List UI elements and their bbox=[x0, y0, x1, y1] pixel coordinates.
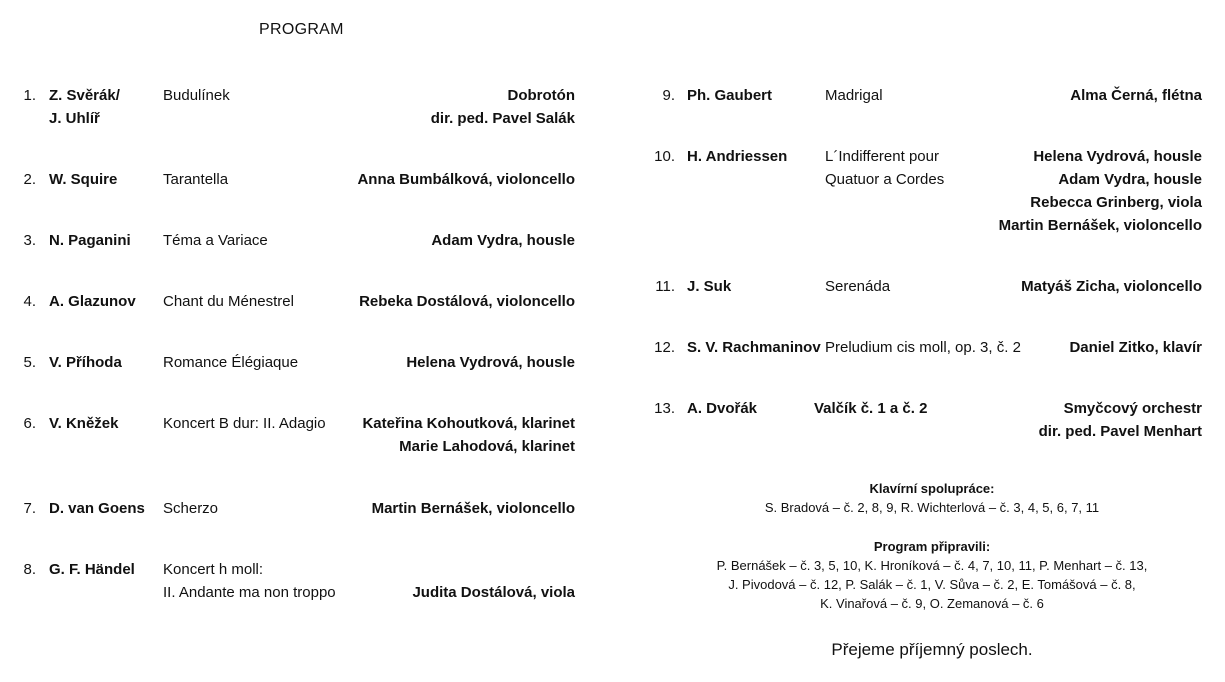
program-title: PROGRAM bbox=[259, 21, 344, 38]
prepared-line: P. Bernášek – č. 3, 5, 10, K. Hroníková – č. 4, 7, 10, 11, P. Menhart – č. 13, bbox=[716, 558, 1148, 573]
performers: Smyčcový orchestr dir. ped. Pavel Menhart bbox=[1038, 400, 1202, 440]
work-title: Scherzo bbox=[163, 500, 219, 517]
prepared-line: J. Pivodová – č. 12, P. Salák – č. 1, V. Sůva – č. 2, E. Tomášová – č. 8, bbox=[728, 577, 1136, 592]
performers: Alma Černá, flétna bbox=[1070, 87, 1202, 104]
performers: Dobrotón dir. ped. Pavel Salák bbox=[430, 87, 575, 127]
work-title: Téma a Variace bbox=[163, 232, 268, 249]
composer: W. Squire bbox=[49, 171, 118, 188]
closing-message: Přejeme příjemný poslech. bbox=[831, 640, 1033, 659]
work-title: Valčík č. 1 a č. 2 bbox=[814, 400, 928, 417]
performers: Martin Bernášek, violoncello bbox=[371, 500, 575, 517]
composer: S. V. Rachmaninov bbox=[687, 339, 821, 356]
composer: H. Andriessen bbox=[687, 148, 788, 165]
work-title: Tarantella bbox=[163, 171, 229, 188]
prepared-by bbox=[690, 537, 1174, 613]
composer: A. Glazunov bbox=[49, 293, 136, 310]
composer: A. Dvořák bbox=[687, 400, 758, 417]
performers: Helena Vydrová, housle bbox=[406, 354, 575, 371]
composer: D. van Goens bbox=[49, 500, 145, 517]
item-number: 9. bbox=[662, 87, 675, 104]
composer: J. Suk bbox=[687, 278, 732, 295]
work-title: Preludium cis moll, op. 3, č. 2 bbox=[825, 339, 1021, 356]
work-title: Koncert h moll: II. Andante ma non troppo bbox=[163, 561, 336, 601]
piano-heading: Klavírní spolupráce: bbox=[869, 481, 995, 496]
piano-line: S. Bradová – č. 2, 8, 9, R. Wichterlová – č. 3, 4, 5, 6, 7, 11 bbox=[764, 500, 1100, 515]
item-number: 11. bbox=[655, 278, 675, 295]
performers: Kateřina Kohoutková, klarinet Marie Lahodová, klarinet bbox=[362, 415, 575, 455]
performers: Helena Vydrová, housle Adam Vydra, housle Rebecca Grinberg, viola Martin Bernášek, violoncello bbox=[998, 148, 1202, 234]
composer: N. Paganini bbox=[49, 232, 131, 249]
item-number: 8. bbox=[23, 561, 36, 578]
composer: G. F. Händel bbox=[49, 561, 135, 578]
prepared-line: K. Vinařová – č. 9, O. Zemanová – č. 6 bbox=[820, 596, 1044, 611]
piano-accompaniment bbox=[690, 479, 1174, 517]
work-title: Madrigal bbox=[825, 87, 883, 104]
work-title: Romance Élégiaque bbox=[163, 354, 299, 371]
work-title: Koncert B dur: II. Adagio bbox=[163, 415, 326, 432]
work-title: Chant du Ménestrel bbox=[163, 293, 294, 310]
composer: Z. Svěrák/ J. Uhlíř bbox=[49, 87, 120, 127]
item-number: 10. bbox=[654, 148, 675, 165]
item-number: 4. bbox=[23, 293, 36, 310]
performers: Adam Vydra, housle bbox=[431, 232, 575, 249]
performers: Daniel Zitko, klavír bbox=[1069, 339, 1202, 356]
performers: Anna Bumbálková, violoncello bbox=[357, 171, 575, 188]
performers: Matyáš Zicha, violoncello bbox=[1021, 278, 1202, 295]
prepared-heading: Program připravili: bbox=[873, 539, 991, 554]
item-number: 13. bbox=[654, 400, 675, 417]
work-title: L´Indifferent pour Quatuor a Cordes bbox=[825, 148, 945, 188]
item-number: 6. bbox=[23, 415, 36, 432]
item-number: 1. bbox=[23, 87, 36, 104]
work-title: Serenáda bbox=[825, 278, 891, 295]
item-number: 2. bbox=[23, 171, 36, 188]
item-number: 12. bbox=[654, 339, 675, 356]
item-number: 7. bbox=[23, 500, 36, 517]
composer: V. Kněžek bbox=[49, 415, 119, 432]
item-number: 3. bbox=[23, 232, 36, 249]
performers: Judita Dostálová, viola bbox=[412, 584, 575, 601]
performers: Rebeka Dostálová, violoncello bbox=[359, 293, 575, 310]
work-title: Budulínek bbox=[163, 87, 230, 104]
composer: V. Příhoda bbox=[49, 354, 122, 371]
composer: Ph. Gaubert bbox=[687, 87, 773, 104]
item-number: 5. bbox=[23, 354, 36, 371]
